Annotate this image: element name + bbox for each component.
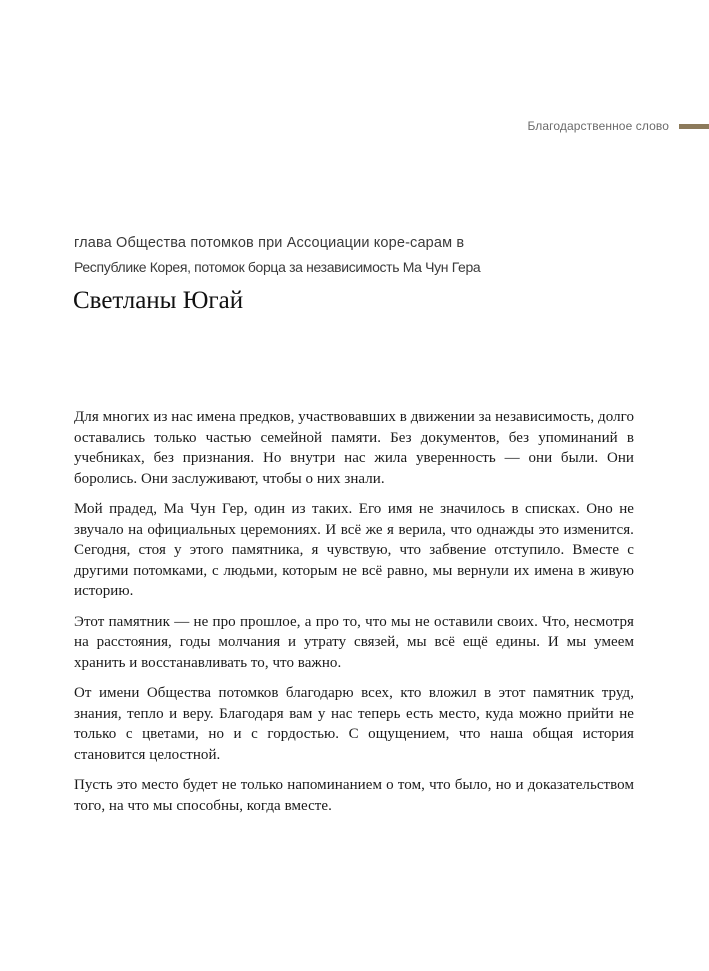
author-role-line-2: Республике Корея, потомок борца за независимость Ма Чун Гера xyxy=(74,259,481,275)
section-header xyxy=(527,117,709,135)
paragraph: От имени Общества потомков благодарю всех, кто вложил в этот памятник труд, знания, тепло и веру. Благодаря вам у нас теперь есть место, куда можно прийти не только с цветами, но и с гордостью. С ощущением, что наша общая история становится целостной. xyxy=(74,685,634,763)
paragraph: Для многих из нас имена предков, участвовавших в движении за независимость, долго оставались только частью семейной памяти. Без документов, без упоминаний в учебниках, без признания. Но внутри нас жила уверенность — они были. Они боролись. Они заслуживают, чтобы о них знали. xyxy=(74,409,634,487)
paragraph: Пусть это место будет не только напоминанием о том, что было, но и доказательством того, на что мы способны, когда вместе. xyxy=(74,777,634,814)
body-text xyxy=(74,407,634,826)
paragraph: Этот памятник — не про прошлое, а про то, что мы не оставили своих. Что, несмотря на расстояния, годы молчания и утрату связей, мы всё ещё едины. И мы умеем хранить и восстанавливать то, что важно. xyxy=(74,613,634,671)
author-role-line-1: глава Общества потомков при Ассоциации коре-сарам в xyxy=(74,235,465,251)
accent-bar xyxy=(679,124,709,129)
section-label: Благодарственное слово xyxy=(527,119,669,133)
author-name: Светланы Югай xyxy=(73,287,244,314)
paragraph: Мой прадед, Ма Чун Гер, один из таких. Его имя не значилось в списках. Оно не звучало на официальных церемониях. И всё же я верила, что однажды это изменится. Сегодня, стоя у этого памятника, я чувствую, что забвение отступило. Вместе с другими потомками, с людьми, которым не всё равно, мы вернули их имена в живую историю. xyxy=(74,501,634,599)
